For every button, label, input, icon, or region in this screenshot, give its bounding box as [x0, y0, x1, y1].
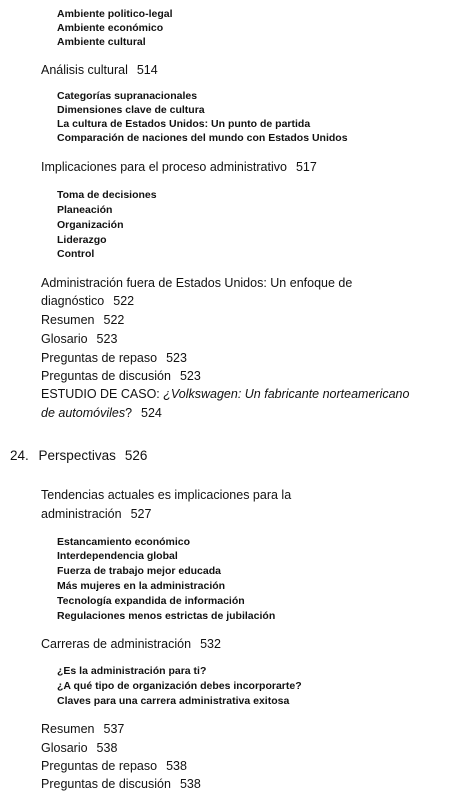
subtopic-item: Toma de decisiones [57, 189, 157, 201]
entry-label: Glosario [41, 332, 88, 346]
subtopic-item: Control [57, 248, 95, 260]
section-entry [41, 160, 317, 174]
page-number: 526 [124, 448, 148, 463]
end-matter-entry [41, 332, 117, 346]
page-number: 522 [113, 294, 135, 308]
case-study-title-cont: de automóviles [41, 406, 126, 420]
subtopic-item: Planeación [57, 204, 113, 216]
section-entry [41, 637, 221, 651]
end-matter-entry [41, 759, 187, 773]
subtopic-item: Organización [57, 219, 124, 231]
page-number: 514 [136, 63, 158, 77]
subtopic-item: ¿A qué tipo de organización debes incorporarte? [57, 680, 302, 692]
section-title-line1: Tendencias actuales es implicaciones para la [41, 488, 292, 502]
section-title-line2: diagnóstico [41, 294, 105, 308]
section-title: Implicaciones para el proceso administrativo [41, 160, 287, 174]
entry-label: Glosario [41, 741, 88, 755]
page-number: 524 [141, 406, 162, 420]
page-number: 538 [179, 777, 201, 791]
page-number: 538 [96, 741, 118, 755]
section-title: Carreras de administración [41, 637, 192, 651]
subtopic-item: Ambiente cultural [57, 36, 146, 48]
subtopic-item: ¿Es la administración para ti? [57, 665, 207, 677]
page-number: 523 [179, 369, 201, 383]
subtopic-item: Categorías supranacionales [57, 90, 198, 102]
subtopic-item: Regulaciones menos estrictas de jubilación [57, 610, 276, 622]
end-matter-entry [41, 741, 117, 755]
section-entry [41, 294, 134, 308]
subtopic-item: Tecnología expandida de información [57, 595, 245, 607]
subtopic-item: Más mujeres en la administración [57, 580, 226, 592]
page-number: 523 [96, 332, 118, 346]
entry-label: Preguntas de discusión [41, 369, 171, 383]
subtopic-item: Comparación de naciones del mundo con Estados Unidos [57, 132, 348, 144]
subtopic-item: La cultura de Estados Unidos: Un punto de partida [57, 118, 311, 130]
subtopic-item: Liderazgo [57, 234, 107, 246]
entry-label: Preguntas de discusión [41, 777, 171, 791]
end-matter-entry [41, 777, 201, 791]
end-matter-entry [41, 722, 124, 736]
page-number: 522 [103, 313, 125, 327]
chapter-title: Perspectivas [38, 448, 116, 463]
end-matter-entry [41, 351, 187, 365]
section-entry [41, 63, 158, 77]
entry-label: Resumen [41, 313, 95, 327]
subtopic-item: Estancamiento económico [57, 536, 191, 548]
page-number: 523 [166, 351, 187, 365]
subtopic-item: Interdependencia global [57, 550, 178, 562]
section-title-line2: administración [41, 507, 122, 521]
page-number: 532 [200, 637, 221, 651]
case-study-title: ¿Volkswagen: Un fabricante norteamericano [163, 387, 410, 401]
section-title-line1: Administración fuera de Estados Unidos: Un enfoque de [41, 276, 353, 290]
end-matter-entry [41, 369, 201, 383]
section-title: Análisis cultural [41, 63, 128, 77]
page-number: 538 [166, 759, 187, 773]
page-number: 537 [103, 722, 125, 736]
entry-label: Preguntas de repaso [41, 759, 158, 773]
page-number: 527 [130, 507, 152, 521]
case-study-prefix: ESTUDIO DE CASO: [41, 387, 160, 401]
subtopic-item: Ambiente politico-legal [57, 8, 173, 20]
subtopic-item: Fuerza de trabajo mejor educada [57, 565, 221, 577]
end-matter-entry [41, 313, 124, 327]
subtopic-item: Claves para una carrera administrativa exitosa [57, 695, 290, 707]
entry-label: Preguntas de repaso [41, 351, 158, 365]
section-entry [41, 507, 151, 521]
case-study-qmark: ? [125, 406, 133, 420]
case-study-line1 [41, 387, 409, 401]
subtopic-item: Ambiente económico [57, 22, 164, 34]
page-number: 517 [295, 160, 317, 174]
entry-label: Resumen [41, 722, 95, 736]
chapter-heading [10, 448, 147, 463]
chapter-number: 24. [10, 448, 29, 463]
case-study-line2 [41, 406, 162, 420]
subtopic-item: Dimensiones clave de cultura [57, 104, 205, 116]
